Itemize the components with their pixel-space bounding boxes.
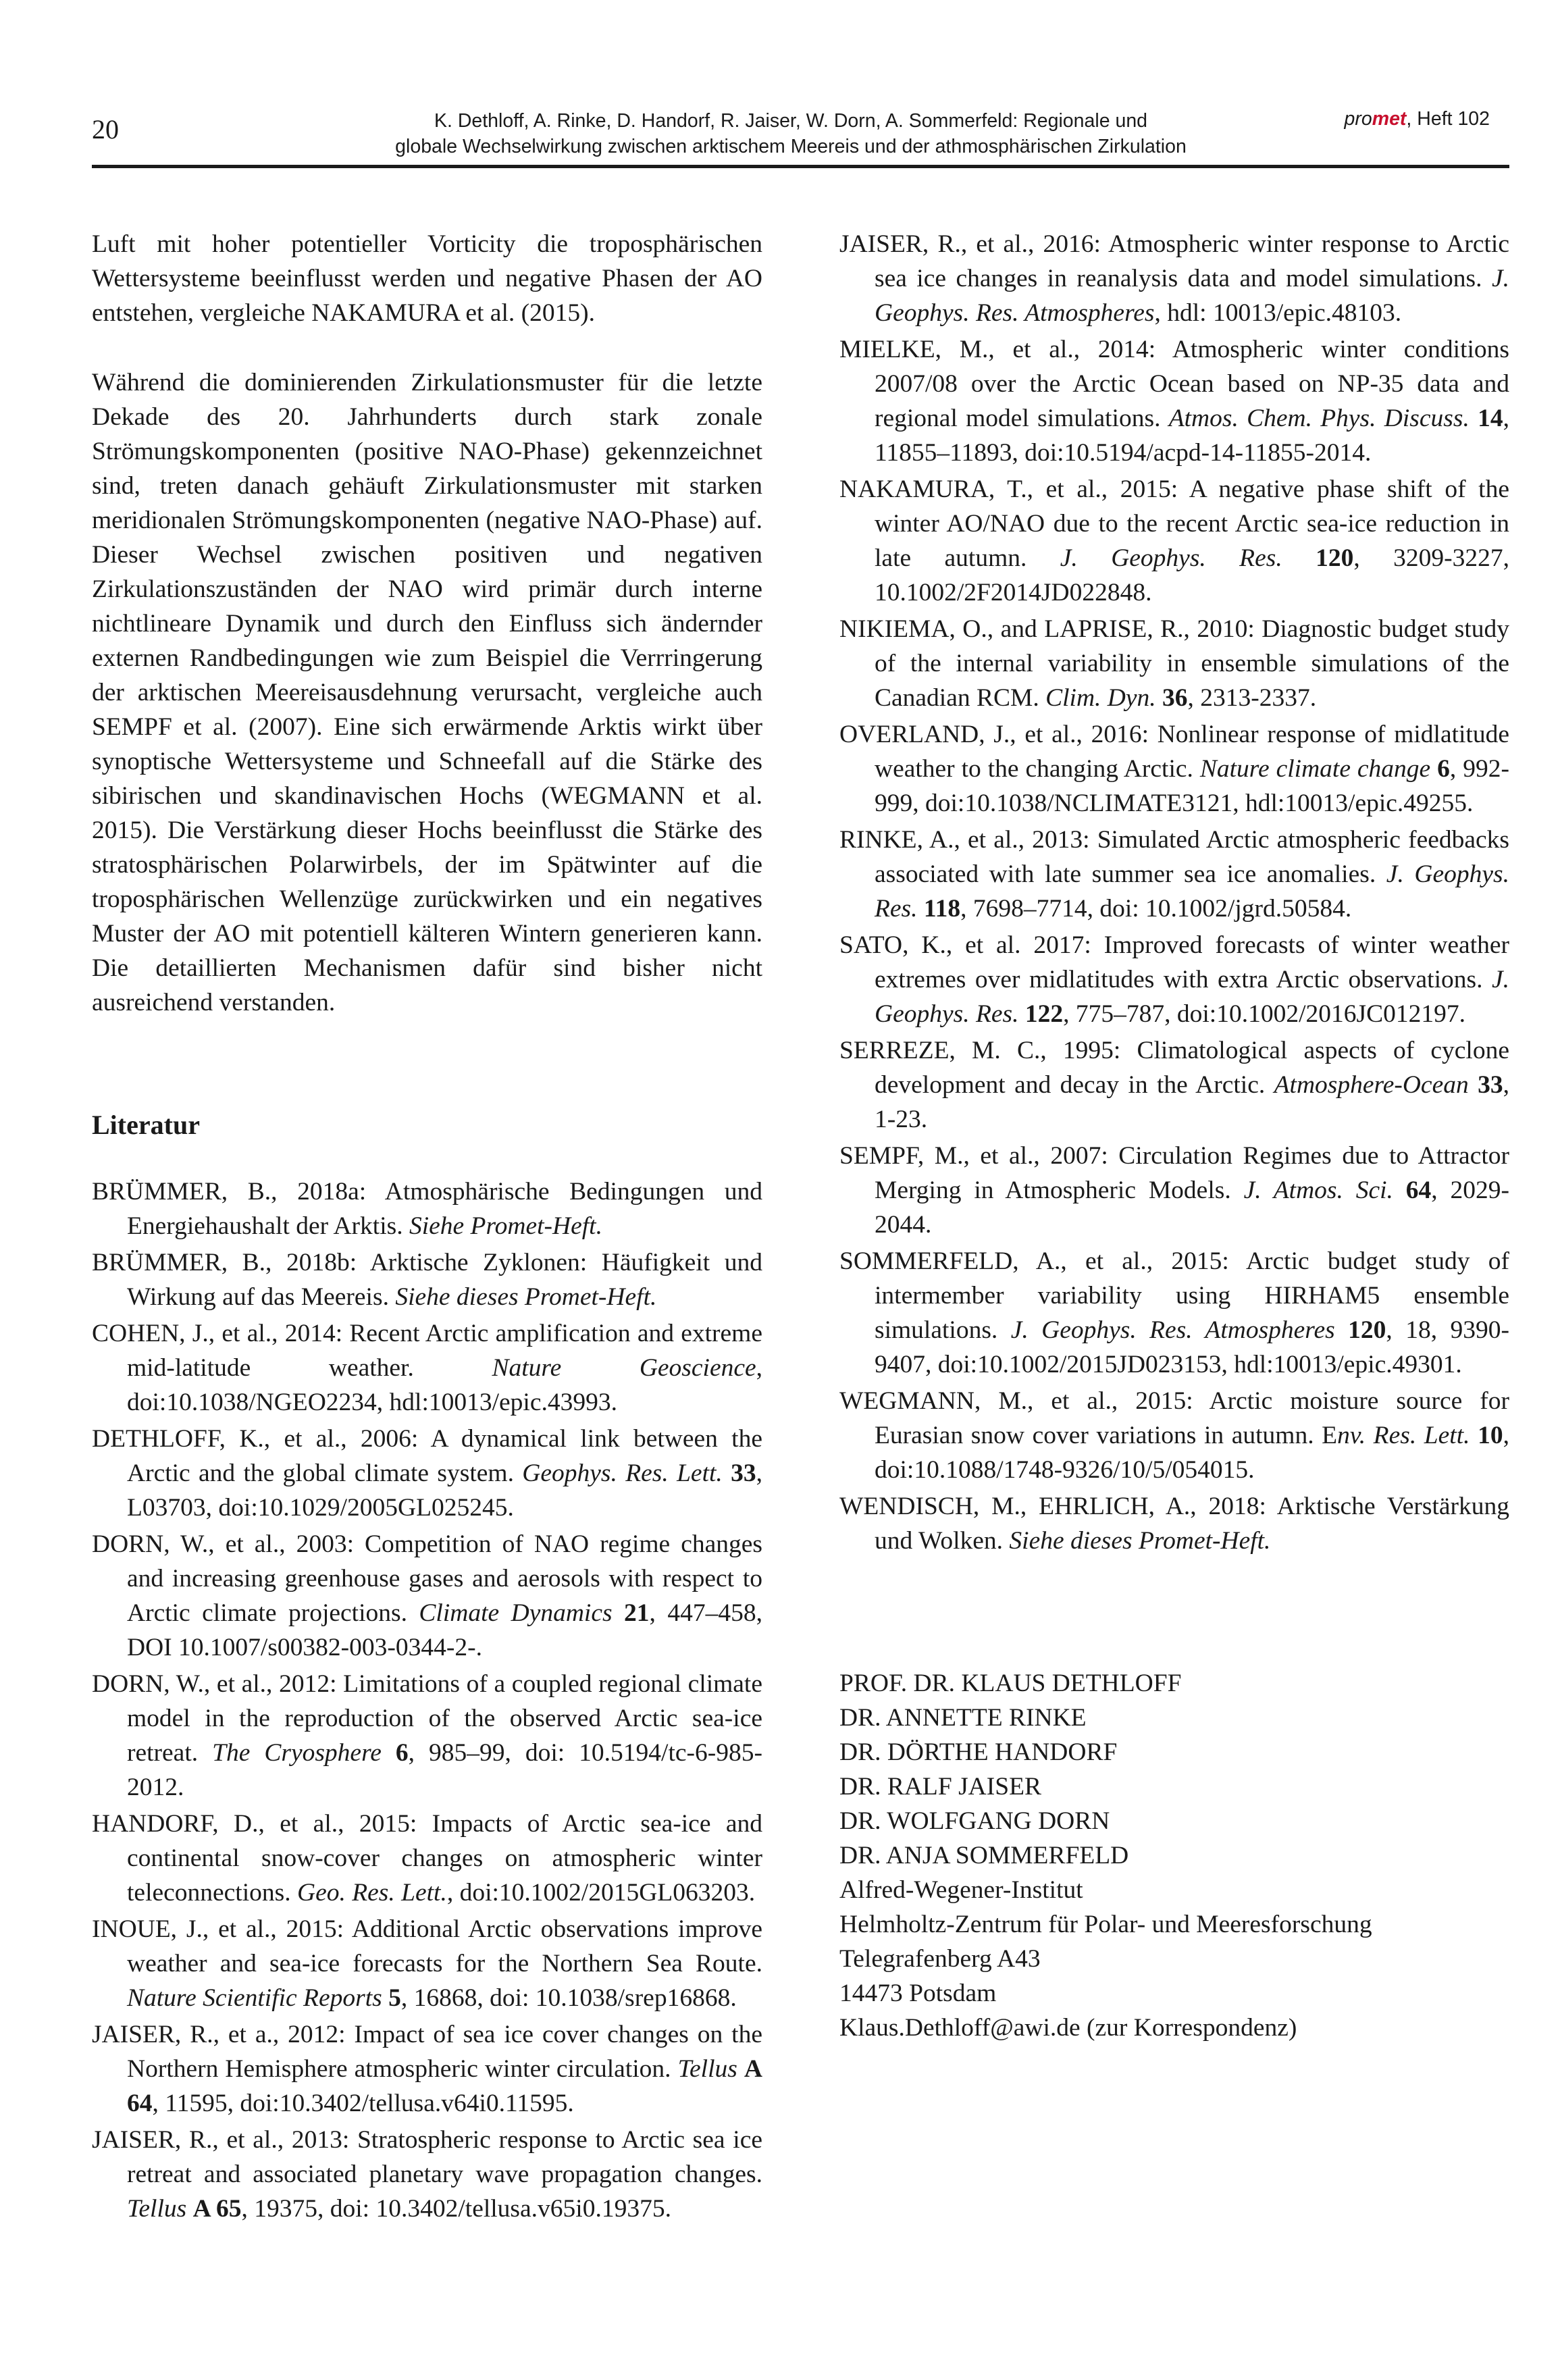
reference-entry: OVERLAND, J., et al., 2016: Nonlinear response of midlatitude weather to the changing Arctic. Nature climate change 6, 992-999, doi:10.1038/NCLIMATE3121, hdl:10013/epic.49255. bbox=[839, 721, 1509, 817]
running-title-topic: globale Wechselwirkung zwischen arktischem Meereis und der athmosphärischen Zirkulation bbox=[395, 136, 1187, 157]
author-contact-block bbox=[839, 1666, 1509, 2045]
page-number: 20 bbox=[92, 114, 119, 145]
reference-entry: INOUE, J., et al., 2015: Additional Arctic observations improve weather and sea-ice forecasts for the Northern Sea Route. Nature Scientific Reports 5, 16868, doi: 10.1038/srep16868. bbox=[92, 1915, 762, 2012]
contact-line: DR. DÖRTHE HANDORF bbox=[839, 1738, 1118, 1766]
reference-entry: NAKAMURA, T., et al., 2015: A negative phase shift of the winter AO/NAO due to the recent Arctic sea-ice reduction in late autumn. J. Geophys. Res. 120, 3209-3227, 10.1002/2F2014JD022848. bbox=[839, 475, 1509, 606]
reference-entry: WENDISCH, M., EHRLICH, A., 2018: Arktische Verstärkung und Wolken. Siehe dieses Promet-Heft. bbox=[839, 1493, 1509, 1555]
reference-entry: DETHLOFF, K., et al., 2006: A dynamical link between the Arctic and the global climate system. Geophys. Res. Lett. 33, L03703, doi:10.1029/2005GL025245. bbox=[92, 1425, 763, 1522]
contact-line: Helmholtz-Zentrum für Polar- und Meeresforschung bbox=[839, 1911, 1372, 1938]
reference-entry: SOMMERFELD, A., et al., 2015: Arctic budget study of intermember variability using HIRHAM5 ensemble simulations. J. Geophys. Res. Atmospheres 120, 18, 9390-9407, doi:10.1002/2015JD023153, hdl:10013/epic.49301. bbox=[839, 1247, 1509, 1378]
right-column bbox=[839, 227, 1509, 2045]
reference-entry: SATO, K., et al. 2017: Improved forecasts of winter weather extremes over midlatitudes with extra Arctic observations. J. Geophys. Res. 122, 775–787, doi:10.1002/2016JC012197. bbox=[839, 931, 1509, 1028]
contact-line: Alfred-Wegener-Institut bbox=[839, 1876, 1083, 1904]
journal-issue bbox=[1345, 108, 1490, 130]
reference-entry: COHEN, J., et al., 2014: Recent Arctic amplification and extreme mid-latitude weather. Nature Geoscience, doi:10.1038/NGEO2234, hdl:10013/epic.43993. bbox=[92, 1320, 763, 1416]
body-paragraph: Während die dominierenden Zirkulationsmuster für die letzte Dekade des 20. Jahrhunderts durch stark zonale Strömungskomponenten (positive NAO-Phase) gekennzeichnet sind, treten danach gehäuft Zirkulationsmuster mit starken meridionalen Strömungskomponenten (negative NAO-Phase) auf. Dieser Wechsel zwischen positiven und negativen Zirkulationszuständen der NAO wird primär durch interne nichtlineare Dynamik und durch den Einfluss sich ändernder externen Randbedingungen wie zum Beispiel die Verrringerung der arktischen Meereisausdehnung verursacht, vergleiche auch SEMPF et al. (2007). Eine sich erwärmende Arktis wirkt über synoptische Wettersysteme und Schneefall auf die Stärke des sibirischen und skandinavischen Hochs (WEGMANN et al. 2015). Die Verstärkung dieser Hochs beeinflusst die Stärke des stratosphärischen Polarwirbels, der im Spätwinter auf die troposphärischen Wellenzüge zurückwirken und ein negatives Muster der AO mit potentiell kälteren Wintern generieren kann. Die detaillierten Mechanismen dafür sind bisher nicht ausreichend verstanden. bbox=[92, 369, 762, 1016]
left-column bbox=[92, 227, 762, 2228]
journal-logo: promet bbox=[1344, 108, 1407, 130]
running-title-authors: K. Dethloff, A. Rinke, D. Handorf, R. Jaiser, W. Dorn, A. Sommerfeld: Regionale und bbox=[434, 110, 1148, 132]
reference-entry: NIKIEMA, O., and LAPRISE, R., 2010: Diagnostic budget study of the internal variability in ensemble simulations of the Canadian RCM. Clim. Dyn. 36, 2313-2337. bbox=[839, 615, 1509, 712]
contact-line: PROF. DR. KLAUS DETHLOFF bbox=[839, 1670, 1182, 1697]
contact-line: DR. ANNETTE RINKE bbox=[839, 1704, 1087, 1732]
reference-entry: SEMPF, M., et al., 2007: Circulation Regimes due to Attractor Merging in Atmospheric Models. J. Atmos. Sci. 64, 2029-2044. bbox=[839, 1142, 1509, 1239]
page-header bbox=[92, 107, 1490, 167]
literature-heading: Literatur bbox=[92, 1110, 200, 1140]
reference-entry: BRÜMMER, B., 2018a: Atmosphärische Bedingungen und Energiehaushalt der Arktis. Siehe Promet-Heft. bbox=[92, 1178, 762, 1240]
issue-number: , Heft 102 bbox=[1406, 108, 1490, 130]
reference-entry: SERREZE, M. C., 1995: Climatological aspects of cyclone development and decay in the Arctic. Atmosphere-Ocean 33, 1-23. bbox=[839, 1037, 1510, 1133]
contact-line: DR. RALF JAISER bbox=[839, 1773, 1042, 1801]
reference-entry: JAISER, R., et a., 2012: Impact of sea ice cover changes on the Northern Hemisphere atmospheric winter circulation. Tellus A 64, 11595, doi:10.3402/tellusa.v64i0.11595. bbox=[92, 2021, 762, 2117]
reference-entry: JAISER, R., et al., 2013: Stratospheric response to Arctic sea ice retreat and associated planetary wave propagation changes. Tellus A 65, 19375, doi: 10.3402/tellusa.v65i0.19375. bbox=[92, 2126, 762, 2223]
reference-entry: RINKE, A., et al., 2013: Simulated Arctic atmospheric feedbacks associated with late summer sea ice anomalies. J. Geophys. Res. 118, 7698–7714, doi: 10.1002/jgrd.50584. bbox=[839, 826, 1509, 923]
contact-line: 14473 Potsdam bbox=[839, 1980, 997, 2007]
header-rule bbox=[92, 165, 1509, 168]
contact-line: Klaus.Dethloff@awi.de (zur Korrespondenz) bbox=[839, 2014, 1297, 2042]
reference-entry: DORN, W., et al., 2012: Limitations of a coupled regional climate model in the reproduction of the observed Arctic sea-ice retreat. The Cryosphere 6, 985–99, doi: 10.5194/tc-6-985-2012. bbox=[92, 1670, 762, 1801]
reference-list-right bbox=[839, 227, 1509, 1558]
contact-line: DR. WOLFGANG DORN bbox=[839, 1807, 1110, 1835]
reference-entry: MIELKE, M., et al., 2014: Atmospheric winter conditions 2007/08 over the Arctic Ocean based on NP-35 data and regional model simulations. Atmos. Chem. Phys. Discuss. 14, 11855–11893, doi:10.5194/acpd-14-11855-2014. bbox=[839, 336, 1509, 467]
reference-entry: JAISER, R., et al., 2016: Atmospheric winter response to Arctic sea ice changes in reanalysis data and model simulations. J. Geophys. Res. Atmospheres, hdl: 10013/epic.48103. bbox=[839, 230, 1509, 327]
reference-entry: HANDORF, D., et al., 2015: Impacts of Arctic sea-ice and continental snow-cover changes on atmospheric winter teleconnections. Geo. Res. Lett., doi:10.1002/2015GL063203. bbox=[92, 1810, 762, 1907]
reference-entry: BRÜMMER, B., 2018b: Arktische Zyklonen: Häufigkeit und Wirkung auf das Meereis. Siehe dieses Promet-Heft. bbox=[92, 1249, 762, 1311]
reference-entry: WEGMANN, M., et al., 2015: Arctic moisture source for Eurasian snow cover variations in autumn. Env. Res. Lett. 10, doi:10.1088/1748-9326/10/5/054015. bbox=[839, 1387, 1510, 1484]
contact-line: Telegrafenberg A43 bbox=[839, 1945, 1041, 1973]
reference-entry: DORN, W., et al., 2003: Competition of NAO regime changes and increasing greenhouse gases and aerosols with respect to Arctic climate projections. Climate Dynamics 21, 447–458, DOI 10.1007/s00382-003-0344-2-. bbox=[92, 1530, 762, 1661]
contact-line: DR. ANJA SOMMERFELD bbox=[839, 1842, 1129, 1869]
running-title bbox=[92, 108, 1490, 159]
body-paragraph: Luft mit hoher potentieller Vorticity die troposphärischen Wettersysteme beeinflusst werden und negative Phasen der AO entstehen, vergleiche NAKAMURA et al. (2015). bbox=[92, 230, 762, 327]
reference-list-left bbox=[92, 1174, 762, 2226]
